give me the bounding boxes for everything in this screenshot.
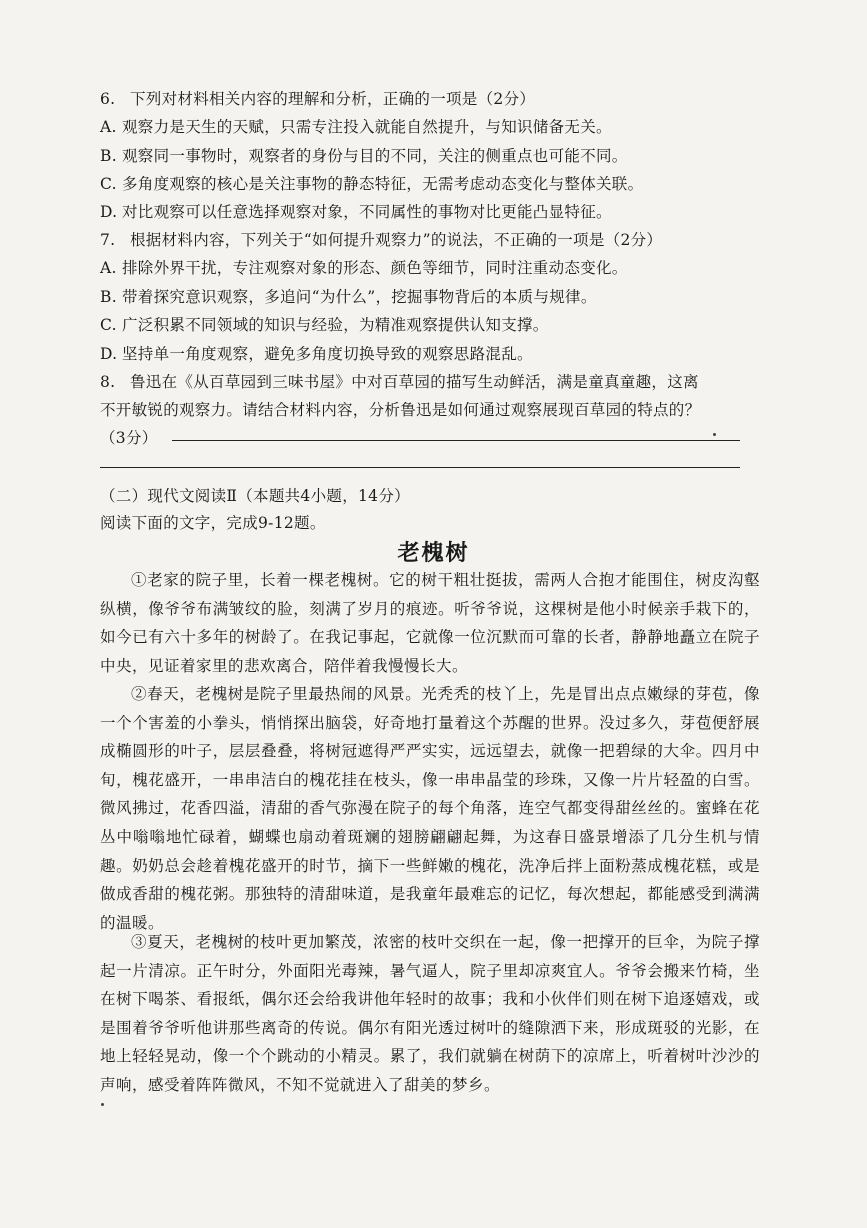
question-number: 6. <box>100 90 116 108</box>
option-letter: D. <box>100 203 118 221</box>
question-8-stem-line-1 <box>100 371 699 393</box>
option-letter: C. <box>100 316 117 334</box>
option-letter: A. <box>100 118 117 136</box>
option-text: 广泛积累不同领域的知识与经验，为精准观察提供认知支撑。 <box>122 316 549 334</box>
option-letter: C. <box>100 175 117 193</box>
article-paragraph-3: ③夏天，老槐树的枝叶更加繁茂，浓密的枝叶交织在一起，像一把撑开的巨伞，为院子撑起一片清凉。正午时分，外面阳光毒辣，暑气逼人，院子里却凉爽宜人。爷爷会搬来竹椅，坐在树下喝茶、看报纸，偶尔还会给我讲他年轻时的故事；我和小伙伴们则在树下追逐嬉戏，或是围着爷爷听他讲那些离奇的传说。偶尔有阳光透过树叶的缝隙洒下来，形成斑驳的光影，在地上轻轻晃动，像一个个跳动的小精灵。累了，我们就躺在树荫下的凉席上，听着树叶沙沙的声响，感受着阵阵微风，不知不觉就进入了甜美的梦乡。 <box>100 933 760 1094</box>
option-letter: A. <box>100 259 117 277</box>
answer-blank-line-2[interactable] <box>100 467 740 468</box>
question-7-option-a <box>100 257 628 279</box>
question-6-option-d <box>100 201 612 223</box>
option-letter: B. <box>100 147 117 165</box>
question-8-score <box>100 427 158 449</box>
question-number: 8. <box>100 373 116 391</box>
section-instruction: 阅读下面的文字，完成9-12题。 <box>100 514 326 532</box>
question-6-option-c <box>100 173 643 195</box>
question-text: 下列对材料相关内容的理解和分析，正确的一项是（2分） <box>130 90 536 108</box>
question-7-option-c <box>100 314 549 336</box>
question-6-option-b <box>100 145 628 167</box>
option-text: 排除外界干扰，专注观察对象的形态、颜色等细节，同时注重动态变化。 <box>122 259 628 277</box>
option-letter: B. <box>100 288 117 306</box>
option-text: 带着探究意识观察，多追问“为什么”，挖掘事物背后的本质与规律。 <box>122 288 597 306</box>
scan-speck <box>101 1103 104 1106</box>
question-number: 7. <box>100 231 116 249</box>
answer-blank-line-1[interactable] <box>172 440 740 441</box>
section-heading: （二）现代文阅读Ⅱ（本题共4小题，14分） <box>100 487 410 505</box>
question-text: 不开敏锐的观察力。请结合材料内容，分析鲁迅是如何通过观察展现百草园的特点的？ <box>100 401 701 419</box>
option-text: 观察同一事物时，观察者的身份与目的不同，关注的侧重点也可能不同。 <box>122 147 628 165</box>
question-8-stem-line-2 <box>100 399 700 421</box>
question-7-option-d <box>100 343 533 365</box>
score-label: （3分） <box>100 429 158 447</box>
option-text: 多角度观察的核心是关注事物的静态特征，无需考虑动态变化与整体关联。 <box>122 175 644 193</box>
article-paragraph-2: ②春天，老槐树是院子里最热闹的风景。光秃秃的枝丫上，先是冒出点点嫩绿的芽苞，像一个个害羞的小拳头，悄悄探出脑袋，好奇地打量着这个苏醒的世界。没过多久，芽苞便舒展成椭圆形的叶子，层层叠叠，将树冠遮得严严实实，远远望去，就像一把碧绿的大伞。四月中旬，槐花盛开，一串串洁白的槐花挂在枝头，像一串串晶莹的珍珠，又像一片片轻盈的白雪。微风拂过，花香四溢，清甜的香气弥漫在院子的每个角落，连空气都变得甜丝丝的。蜜蜂在花丛中嗡嗡地忙碌着，蝴蝶也扇动着斑斓的翅膀翩翩起舞，为这春日盛景增添了几分生机与情趣。奶奶总会趁着槐花盛开的时节，摘下一些鲜嫩的槐花，洗净后拌上面粉蒸成槐花糕，或是做成香甜的槐花粥。那独特的清甜味道，是我童年最难忘的记忆，每次想起，都能感受到满满的温暖。 <box>100 685 760 932</box>
article-title: 老槐树 <box>397 541 470 566</box>
option-letter: D. <box>100 345 118 363</box>
question-6-option-a <box>100 116 612 138</box>
option-text: 对比观察可以任意选择观察对象，不同属性的事物对比更能凸显特征。 <box>122 203 612 221</box>
question-6-stem <box>100 88 535 110</box>
question-7-stem <box>100 229 662 251</box>
option-text: 观察力是天生的天赋，只需专注投入就能自然提升，与知识储备无关。 <box>122 118 612 136</box>
question-text: 根据材料内容，下列关于“如何提升观察力”的说法，不正确的一项是（2分） <box>130 231 663 249</box>
option-text: 坚持单一角度观察，避免多角度切换导致的观察思路混乱。 <box>122 345 533 363</box>
article-paragraph-1: ①老家的院子里，长着一棵老槐树。它的树干粗壮挺拔，需两人合抱才能围住，树皮沟壑纵横，像爷爷布满皱纹的脸，刻满了岁月的痕迹。听爷爷说，这棵树是他小时候亲手栽下的，如今已有六十多年的树龄了。在我记事起，它就像一位沉默而可靠的长者，静静地矗立在院子中央，见证着家里的悲欢离合，陪伴着我慢慢长大。 <box>100 571 760 675</box>
question-7-option-b <box>100 286 597 308</box>
scan-speck <box>713 433 716 436</box>
question-text: 鲁迅在《从百草园到三味书屋》中对百草园的描写生动鲜活，满是童真童趣，这离 <box>130 373 699 391</box>
